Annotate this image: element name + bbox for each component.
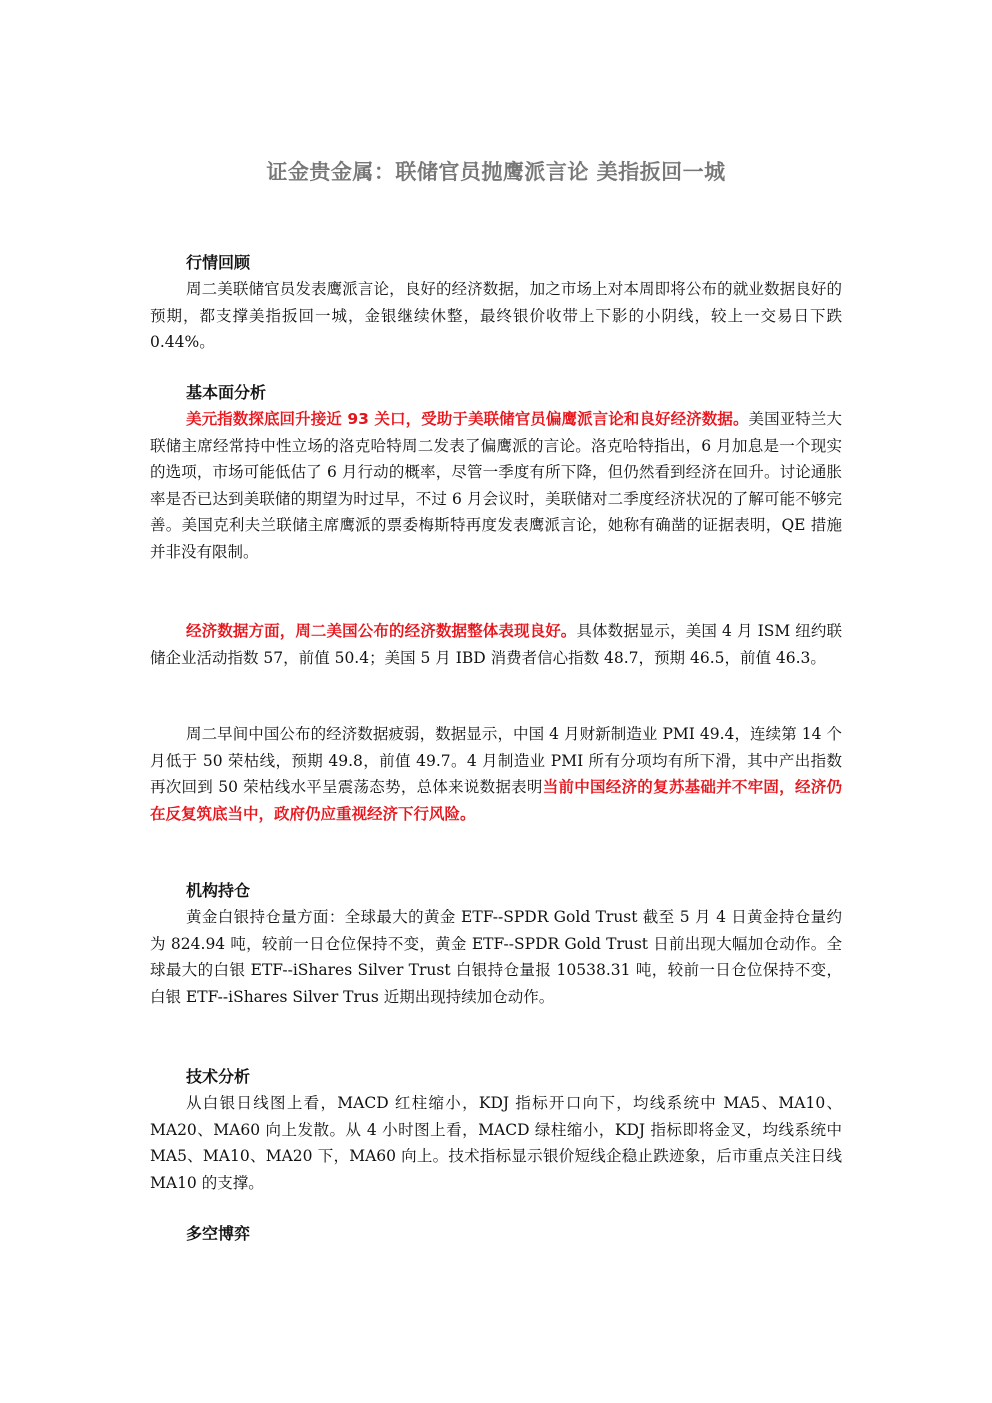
section-positions [150,878,842,1010]
section-fundamentals [150,380,842,565]
paragraph: 周二美联储官员发表鹰派言论，良好的经济数据，加之市场上对本周即将公布的就业数据良好的预期，都支撑美指扳回一城，金银继续休整，最终银价收带上下影的小阴线，较上一交易日下跌 0.44%。 [150,280,842,351]
section-china-data [150,721,842,827]
paragraph [150,721,842,827]
paragraph-text: 周二早间中国公布的经济数据疲弱，数据显示，中国 4 月财新制造业 PMI 49.4，连续第 14 个月低于 50 荣枯线，预期 49.8，前值 49.7。4 月制造业 PMI 所有分项均有所下滑，其中产出指数再次回到 50 荣枯线水平呈震荡态势，总体来说数据表明 [150,725,842,796]
section-heading: 行情回顾 [186,253,251,272]
section-technical [150,1064,842,1196]
section-heading: 技术分析 [186,1067,251,1086]
paragraph: 从白银日线图上看，MACD 红柱缩小，KDJ 指标开口向下，均线系统中 MA5、MA10、MA20、MA60 向上发散。从 4 小时图上看，MACD 绿柱缩小，KDJ 指标即将金叉，均线系统中 MA5、MA10、MA20 下，MA60 向上。技术指标显示银价短线企稳止跌迹象，后市重点关注日线 MA10 的支撑。 [150,1094,842,1192]
section-economic-data [150,618,842,671]
highlight-text: 美元指数探底回升接近 93 关口，受助于美联储官员偏鹰派言论和良好经济数据。 [186,410,749,428]
section-heading: 多空博弈 [186,1224,251,1243]
page-title: 证金贵金属：联储官员抛鹰派言论 美指扳回一城 [266,160,726,184]
section-heading: 基本面分析 [186,383,267,402]
paragraph [150,406,842,565]
highlight-text: 经济数据方面，周二美国公布的经济数据整体表现良好。 [186,622,577,640]
paragraph-text: 美国亚特兰大联储主席经常持中性立场的洛克哈特周二发表了偏鹰派的言论。洛克哈特指出，6 月加息是一个现实的选项，市场可能低估了 6 月行动的概率，尽管一季度有所下降，但仍然看到经济在回升。讨论通胀率是否已达到美联储的期望为时过早，不过 6 月会议时，美联储对二季度经济状况的了解可能不够完善。美国克利夫兰联储主席鹰派的票委梅斯特再度发表鹰派言论，她称有确凿的证据表明，QE 措施并非没有限制。 [150,410,842,561]
highlight-text: 当前中国经济的复苏基础并不牢固，经济仍在反复筑底当中，政府仍应重视经济下行风险。 [150,778,842,823]
section-heading: 机构持仓 [186,881,251,900]
section-market-review [150,250,842,356]
paragraph-text: 具体数据显示，美国 4 月 ISM 纽约联储企业活动指数 57，前值 50.4；美国 5 月 IBD 消费者信心指数 48.7，预期 46.5，前值 46.3。 [150,622,842,667]
section-bull-bear [150,1221,842,1247]
paragraph [150,618,842,671]
paragraph: 黄金白银持仓量方面：全球最大的黄金 ETF--SPDR Gold Trust 截至 5 月 4 日黄金持仓量约为 824.94 吨，较前一日仓位保持不变，黄金 ETF--SPDR Gold Trust 日前出现大幅加仓动作。全球最大的白银 ETF--iShares Silver Trust 白银持仓量报 10538.31 吨，较前一日仓位保持不变，白银 ETF--iShares Silver Trus 近期出现持续加仓动作。 [150,908,842,1006]
